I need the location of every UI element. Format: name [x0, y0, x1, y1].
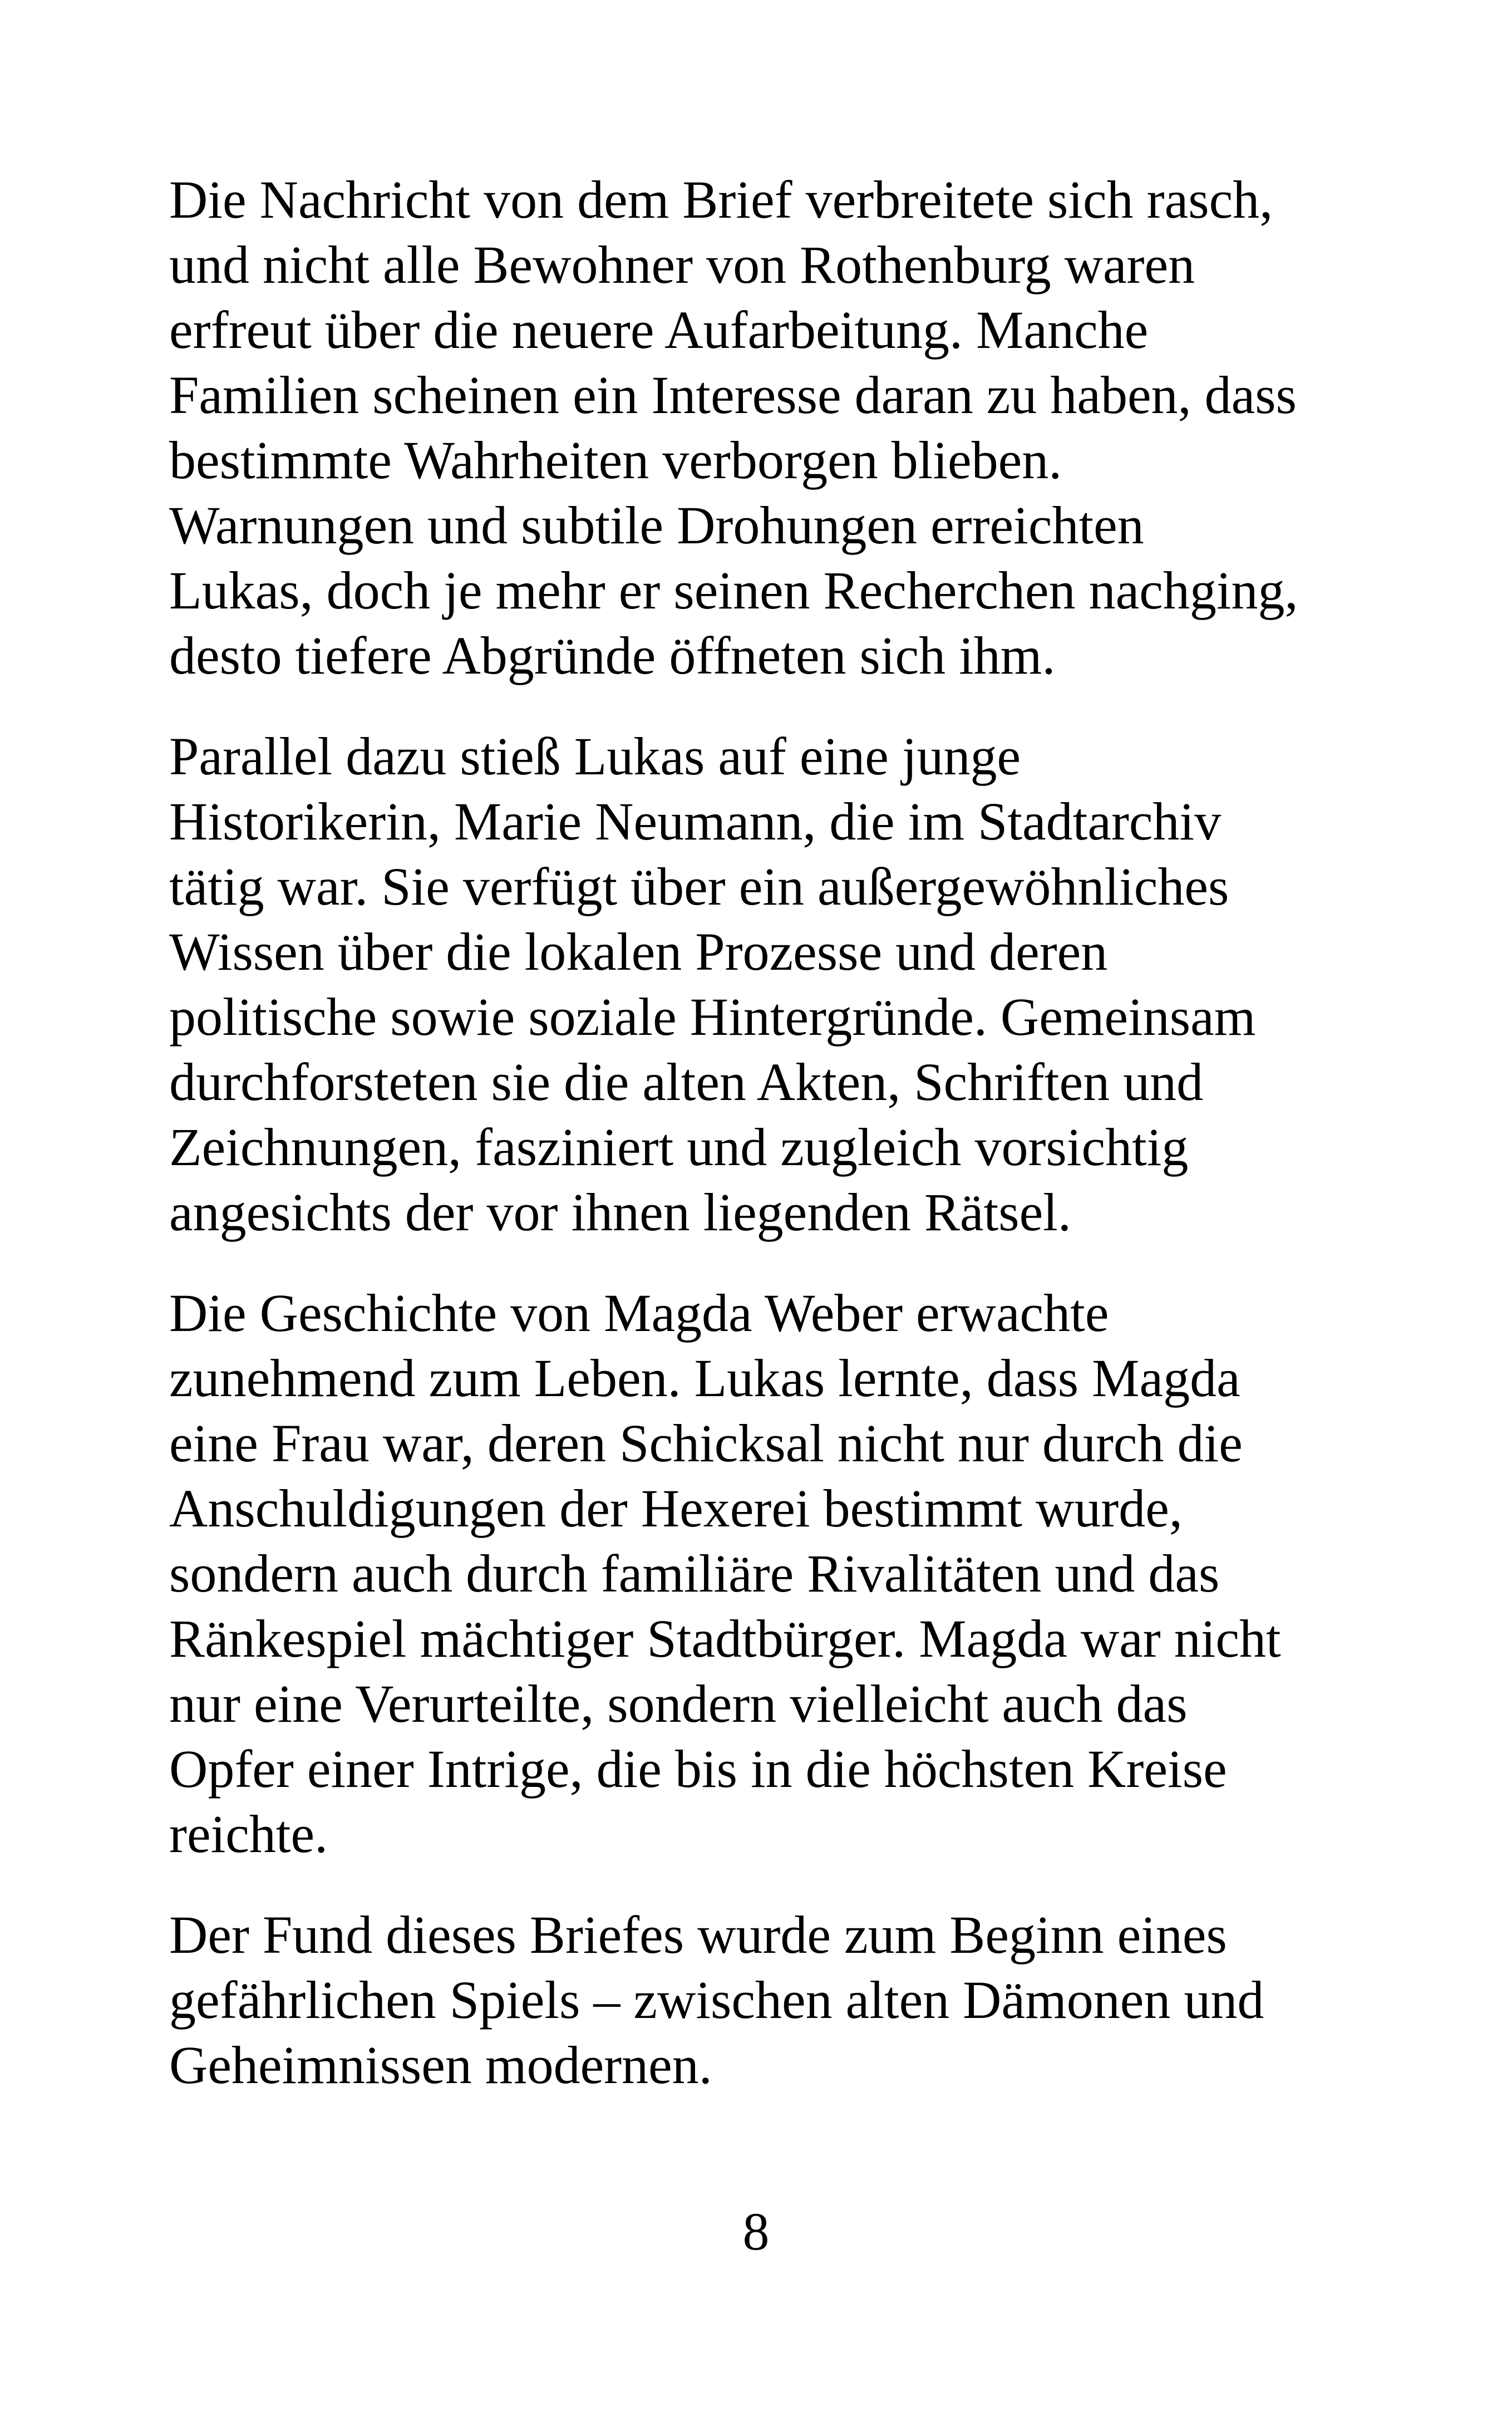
paragraph: Die Geschichte von Magda Weber erwachte zunehmend zum Leben. Lukas lernte, dass Magda eine Frau war, deren Schicksal nicht nur durch die Anschuldigungen der Hexerei bestimmt wurde, sondern auch durch familiäre Rivalitäten und das Ränkespiel mächtiger Stadtbürger. Magda war nicht nur eine Verurteilte, sondern vielleicht auch das Opfer einer Intrige, die bis in die höchsten Kreise reichte.: [169, 1283, 1281, 1864]
body-text: [169, 167, 1393, 2133]
paragraph: Der Fund dieses Briefes wurde zum Beginn eines gefährlichen Spiels – zwischen alten Dämonen und Geheimnissen modernen.: [169, 1905, 1264, 2095]
page-number: 8: [742, 2202, 770, 2261]
paragraph: Die Nachricht von dem Brief verbreitete sich rasch, und nicht alle Bewohner von Rothenburg waren erfreut über die neuere Aufarbeitung. Manche Familien scheinen ein Interesse daran zu haben, dass bestimmte Wahrheiten verborgen blieben. Warnungen und subtile Drohungen erreichten Lukas, doch je mehr er seinen Recherchen nachging, desto tiefere Abgründe öffneten sich ihm.: [169, 170, 1298, 685]
paragraph: Parallel dazu stieß Lukas auf eine junge Historikerin, Marie Neumann, die im Stadtarchiv tätig war. Sie verfügt über ein außergewöhnliches Wissen über die lokalen Prozesse und deren politische sowie soziale Hintergründe. Gemeinsam durchforsteten sie die alten Akten, Schriften und Zeichnungen, fasziniert und zugleich vorsichtig angesichts der vor ihnen liegenden Rätsel.: [169, 726, 1256, 1242]
